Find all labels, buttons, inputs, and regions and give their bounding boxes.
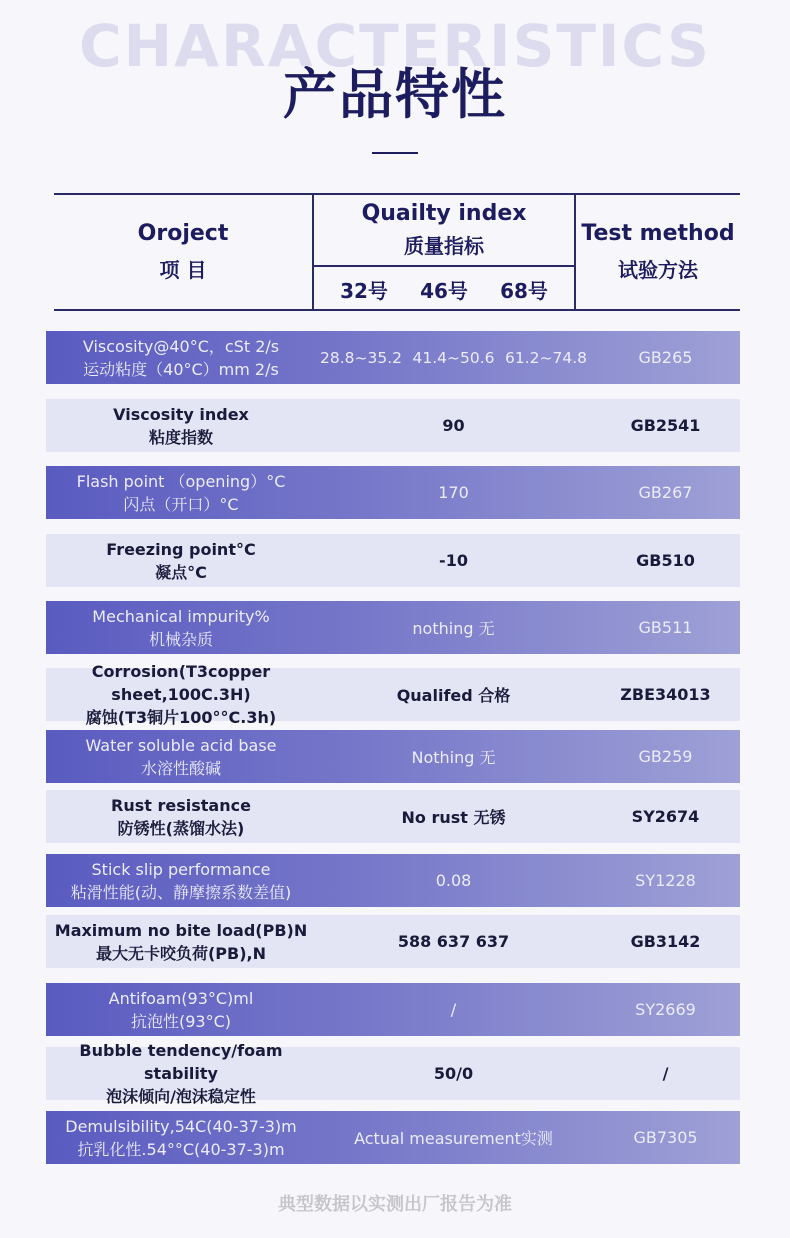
row-method: GB265 [638,348,693,367]
property-cn: 泡沫倾向/泡沫稳定性 [106,1087,256,1106]
page-title: 产品特性 [283,63,507,126]
row-property [46,1039,316,1108]
table-row [46,331,740,384]
header-grades [314,267,574,311]
table-row [46,915,740,968]
row-method: ZBE34013 [620,685,711,704]
property-cn: 腐蚀(T3铜片100°°C.3h) [85,708,277,727]
row-value: nothing 无 [412,619,495,638]
row-property [46,335,316,381]
row-method: GB259 [638,747,693,766]
table-row [46,399,740,452]
header-project-cn: 项 目 [159,258,207,282]
row-method: SY1228 [635,871,696,890]
property-en: Demulsibility,54C(40-37-3)m [65,1116,297,1136]
property-en: Corrosion(T3copper sheet,100C.3H) [91,662,271,704]
row-value: Nothing 无 [411,748,496,767]
grade-32: 32号 [340,278,388,303]
property-cn: 最大无卡咬负荷(PB),N [95,943,267,963]
row-property [46,538,316,584]
row-method: SY2674 [631,807,700,826]
row-value: No rust 无锈 [401,808,506,827]
grade-68: 68号 [500,278,548,303]
table-row [46,662,740,727]
header-project-en: Oroject [137,221,229,246]
table-row [46,1041,740,1106]
row-value: 588 637 637 [397,932,510,951]
row-method: GB510 [636,551,695,570]
property-en: Antifoam(93°C)ml [108,988,254,1008]
row-property [46,403,316,449]
row-value: 0.08 [435,871,472,890]
table-row [46,730,740,783]
background-watermark-title: CHARACTERISTICS [79,12,711,80]
table-header [54,193,740,311]
row-value: 50/0 [433,1064,474,1083]
header-quality-en: Quailty index [361,201,527,226]
property-cn: 机械杂质 [148,629,213,649]
row-method: GB267 [638,483,693,502]
header-method-cn: 试验方法 [618,258,698,282]
row-value: Actual measurement实测 [354,1129,553,1148]
table-row [46,601,740,654]
row-value: Qualifed 合格 [396,686,511,705]
property-en: Viscosity index [113,404,249,424]
row-method: SY2669 [635,1000,696,1019]
row-property [46,660,316,729]
property-cn: 闪点（开口）°C [123,494,239,514]
property-cn: 防锈性(蒸馏水法) [117,818,245,838]
header-quality [312,195,576,309]
row-value [316,349,591,367]
property-cn: 抗泡性(93°C) [130,1011,232,1031]
row-property [46,794,316,840]
value-46: 41.4~50.6 [412,348,495,367]
row-property [46,605,316,651]
row-value: 90 [442,416,465,435]
property-cn: 水溶性酸碱 [140,758,221,778]
table-row [46,983,740,1036]
property-en: Bubble tendency/foam stability [79,1041,283,1083]
header-project [54,195,312,309]
table-row [46,466,740,519]
title-divider [372,152,418,154]
property-cn: 粘度指数 [148,427,213,447]
table-row [46,854,740,907]
row-property [46,1115,316,1161]
property-cn: 凝点°C [155,562,207,582]
row-method: GB511 [638,618,693,637]
row-property [46,734,316,780]
property-cn: 运动粘度（40°C）mm 2/s [83,359,279,379]
property-en: Water soluble acid base [85,735,277,755]
row-property [46,470,316,516]
header-quality-title [314,195,574,267]
header-quality-cn: 质量指标 [404,234,484,258]
property-en: Freezing point°C [106,539,256,559]
row-property [46,987,316,1033]
row-property [46,919,316,965]
property-en: Rust resistance [111,795,251,815]
footer-note: 典型数据以实测出厂报告为准 [278,1194,512,1215]
row-method: GB7305 [633,1128,698,1147]
value-32: 28.8~35.2 [320,348,403,367]
row-value: / [450,1000,457,1019]
property-en: Flash point （opening）°C [76,471,286,491]
grade-46: 46号 [420,278,468,303]
row-method: GB3142 [630,932,701,951]
row-value: -10 [439,551,468,570]
row-property [46,858,316,904]
row-value: 170 [438,483,469,502]
property-en: Mechanical impurity% [92,606,270,626]
table-row [46,1111,740,1164]
row-method: / [662,1064,669,1083]
row-method: GB2541 [630,416,701,435]
header-method [576,195,740,309]
property-cn: 抗乳化性.54°°C(40-37-3)m [77,1139,285,1159]
property-cn: 粘滑性能(动、静摩擦系数差值) [70,882,292,902]
property-en: Viscosity@40°C，cSt 2/s [82,336,280,356]
header-method-en: Test method [581,221,735,246]
value-68: 61.2~74.8 [504,348,587,367]
table-row [46,534,740,587]
table-row [46,790,740,843]
property-en: Maximum no bite load(PB)N [54,920,308,940]
property-en: Stick slip performance [91,859,271,879]
